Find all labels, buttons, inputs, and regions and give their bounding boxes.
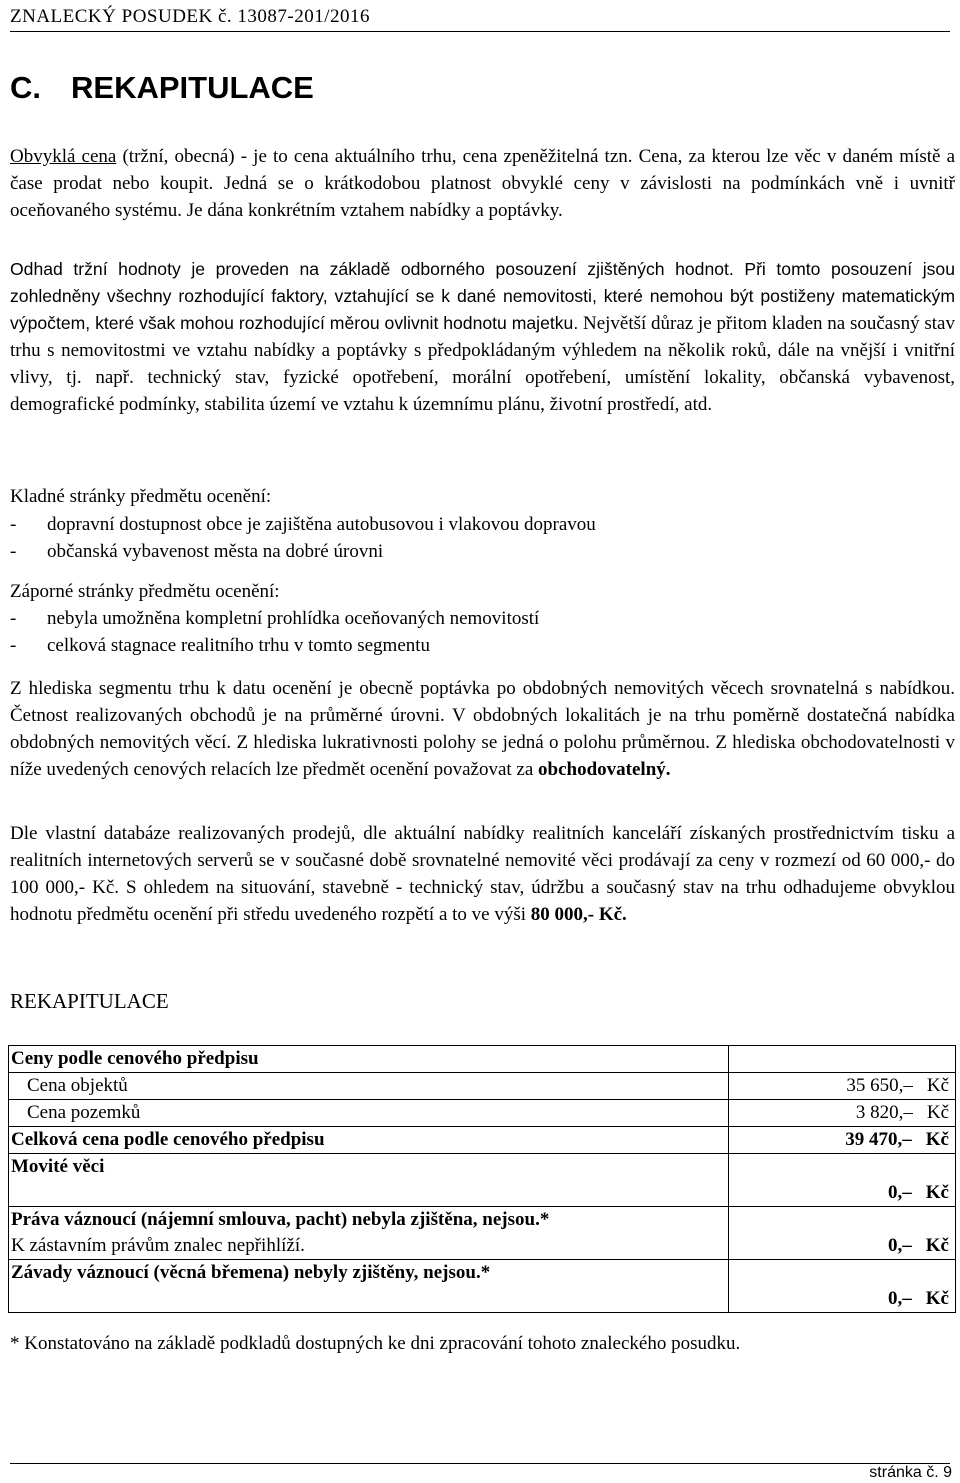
row-value: 35 650,– bbox=[846, 1075, 913, 1096]
table-row bbox=[9, 1154, 956, 1207]
market-paragraph bbox=[10, 675, 955, 783]
table-row bbox=[9, 1046, 956, 1073]
positive-item: - dopravní dostupnost obce je zajištěna autobusovou i vlakovou dopravou bbox=[10, 514, 596, 535]
recap-title: REKAPITULACE bbox=[10, 989, 169, 1013]
row-label: Závady váznoucí (věcná břemena) nebyly zjištěny, nejsou.* bbox=[9, 1260, 729, 1313]
negative-item: - celková stagnace realitního trhu v tomto segmentu bbox=[10, 635, 431, 656]
row-label: Cena pozemků bbox=[9, 1100, 729, 1127]
section-heading bbox=[10, 70, 314, 106]
intro-text: (tržní, obecná) - je to cena aktuálního trhu, cena zpeněžitelná tzn. Cena, za kterou lze věc v daném místě a čase prodat nebo koupit. Jedná se o krátkodobou platnost obvyklé ceny v závislosti na podmínkách vně i uvnitř oceňovaného systému. Je dána konkrétním vztahem nabídky a poptávky. bbox=[10, 146, 956, 221]
recap-table bbox=[8, 1045, 956, 1313]
section-title: REKAPITULACE bbox=[71, 70, 314, 105]
page-number: stránka č. 9 bbox=[869, 1464, 952, 1481]
estimate-sans-text: Odhad tržní hodnoty je proveden na základě odborného posouzení zjištěných hodnot. Při tomto posouzení jsou zohledněny všechny rozhodující faktory, vztahující se k dané nemovitosti, které nemohou být postiženy matematickým výpočtem, které však mohou rozhodující měrou ovlivnit hodnotu majetku. bbox=[10, 259, 955, 333]
row-label: Cena objektů bbox=[9, 1073, 729, 1100]
estimate-paragraph bbox=[10, 256, 955, 418]
estimate-serif-text: Největší důraz je přitom kladen na současný stav trhu s nemovitostmi ve vztahu nabídky a poptávky s předpokládaným výhledem na několik roků, dále na vnější i vnitřní vlivy, tj. např. technický stav, fyzické opotřebení, morální opotřebení, umístění lokality, občanská vybavenost, demografické podmínky, stabilita území ve vztahu k územnímu plánu, životní prostředí, atd. bbox=[10, 313, 955, 415]
negative-item: - nebyla umožněna kompletní prohlídka oceňovaných nemovitostí bbox=[10, 608, 540, 629]
negatives-title: Záporné stránky předmětu ocenění: bbox=[10, 581, 280, 602]
row-label: Celková cena podle cenového předpisu bbox=[9, 1127, 729, 1154]
market-text: Z hlediska segmentu trhu k datu ocenění je obecně poptávka po obdobných nemovitých věcech srovnatelná s nabídkou. Četnost realizovaných obchodů je na průměrné úrovni. V obdobných lokalitách je na trhu poměrně dostatečná nabídka obdobných nemovitých věcí. Z hlediska lukrativnosti polohy se jedná o polohu průměrnou. Z hlediska obchodovatelnosti v níže uvedených cenových relacích lze předmět ocenění považovat za bbox=[10, 678, 955, 780]
currency: Kč bbox=[925, 1129, 949, 1150]
positive-item: - občanská vybavenost města na dobré úrovni bbox=[10, 541, 384, 562]
row-label: Práva váznoucí (nájemní smlouva, pacht) nebyla zjištěna, nejsou.* bbox=[11, 1209, 550, 1230]
currency: Kč bbox=[925, 1235, 949, 1256]
table-row bbox=[9, 1127, 956, 1154]
table-row bbox=[9, 1073, 956, 1100]
database-bold: 80 000,- Kč. bbox=[530, 904, 627, 925]
row-value: 3 820,– bbox=[855, 1102, 913, 1123]
table-row bbox=[9, 1100, 956, 1127]
footnote: * Konstatováno na základě podkladů dostupných ke dni zpracování tohoto znaleckého posudku. bbox=[10, 1333, 741, 1354]
row-value: 39 470,– bbox=[845, 1129, 912, 1150]
header-divider bbox=[10, 31, 950, 32]
positives-title: Kladné stránky předmětu ocenění: bbox=[10, 486, 272, 507]
footer-divider bbox=[10, 1463, 950, 1464]
currency: Kč bbox=[925, 1182, 949, 1203]
row-label: Movité věci bbox=[9, 1154, 729, 1207]
row-value: 0,– bbox=[888, 1235, 912, 1256]
section-letter: C. bbox=[10, 70, 41, 105]
intro-term: Obvyklá cena bbox=[10, 146, 117, 167]
database-paragraph bbox=[10, 820, 955, 928]
row-sublabel: K zástavním právům znalec nepřihlíží. bbox=[11, 1235, 305, 1256]
table-row bbox=[9, 1260, 956, 1313]
currency: Kč bbox=[925, 1288, 949, 1309]
row-label: Ceny podle cenového předpisu bbox=[9, 1046, 729, 1073]
row-value: 0,– bbox=[888, 1182, 912, 1203]
database-text: Dle vlastní databáze realizovaných prodejů, dle aktuální nabídky realitních kanceláří získaných prostřednictvím tisku a realitních internetových serverů se v současné době srovnatelné nemovité věci prodávají za ceny v rozmezí od 60 000,- do 100 000,- Kč. S ohledem na situování, stavebně - technický stav, údržbu a současný stav na trhu odhadujeme obvyklou hodnotu předmětu ocenění při středu uvedeného rozpětí a to ve výši bbox=[10, 823, 955, 925]
document-header: ZNALECKÝ POSUDEK č. 13087-201/2016 bbox=[10, 6, 371, 27]
intro-paragraph bbox=[10, 143, 955, 224]
currency: Kč bbox=[926, 1075, 949, 1096]
currency: Kč bbox=[926, 1102, 949, 1123]
market-bold: obchodovatelný. bbox=[538, 759, 671, 780]
row-value: 0,– bbox=[888, 1288, 912, 1309]
table-row bbox=[9, 1207, 956, 1260]
